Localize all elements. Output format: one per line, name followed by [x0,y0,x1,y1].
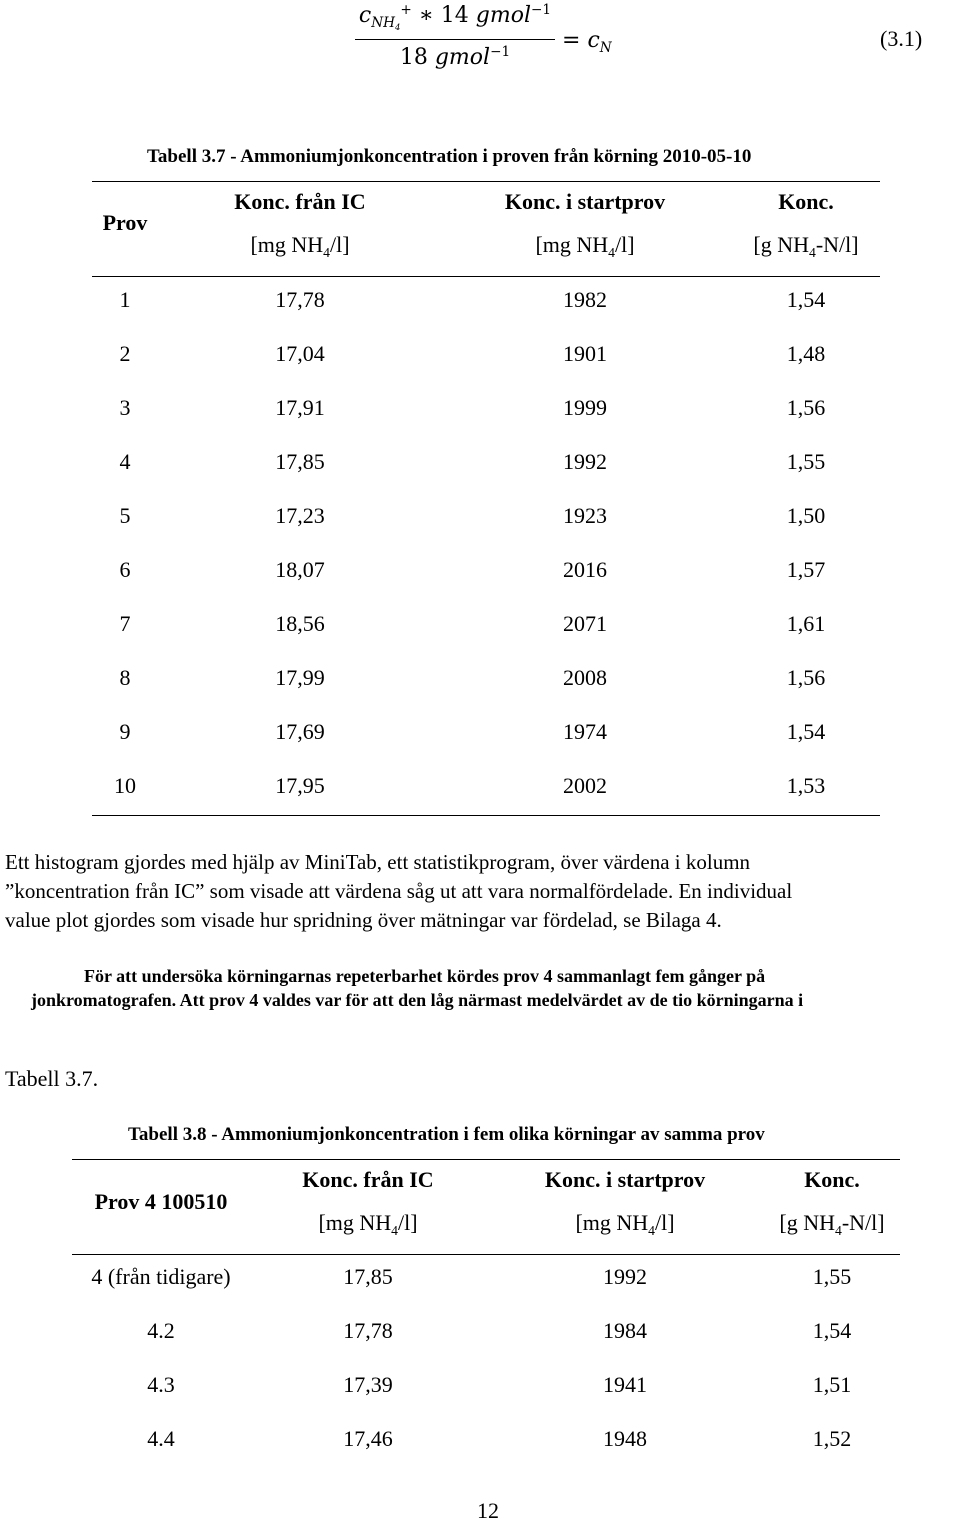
eq-rhs-c: c [587,28,600,53]
t2-header-col2-line2 [510,1212,740,1237]
t2-h3-unit-post: -N/l] [841,1210,885,1235]
eq-nh-subscript [371,15,400,31]
t1-cell-col4: 1,55 [786,449,826,474]
t2-h3-unit-sub: 4 [835,1222,842,1238]
t1-cell-col1: 3 [119,395,131,420]
paragraph-line: För att undersöka körningarnas repeterbarhet kördes prov 4 sammanlagt fem gånger på [84,966,766,986]
page-number: 12 [477,1498,499,1523]
t1-cell-col3: 2016 [563,557,607,582]
t2-h1-unit-post: /l] [397,1210,418,1235]
eq-num-unit: gmol [475,3,531,29]
t2-header-col2-line1: Konc. i startprov [544,1167,706,1192]
t1-header-prov: Prov [102,210,148,235]
t2-cell-col4: 1,51 [812,1372,852,1397]
t1-h1-unit-post: /l] [329,232,350,257]
t2-cell-col1: 4.2 [147,1318,175,1343]
equation-number: (3.1) [880,26,923,51]
t2-header-col3-line1: Konc. [804,1167,860,1192]
paragraph-histogram [5,848,957,935]
t2-h1-unit-sub: 4 [391,1222,398,1238]
t1-cell-col4: 1,61 [786,611,826,636]
t2-cell-col2: 17,78 [343,1318,393,1343]
t1-cell-col4: 1,56 [786,395,826,420]
t2-cell-col4: 1,52 [812,1426,852,1451]
t1-cell-col3: 1974 [563,719,607,744]
eq-den-unit: gmol [434,45,491,71]
t1-cell-col2: 17,85 [275,449,325,474]
table-3-7-top-rule [92,181,880,182]
t1-cell-col3: 2002 [563,773,607,798]
eq-nh-4: 4 [395,21,401,32]
paragraph-line: ”koncentration från IC” som visade att värdena såg ut att vara normalfördelade. En individual [5,879,793,903]
t2-cell-col1: 4.4 [147,1426,175,1451]
t2-h3-unit-pre: [g NH [779,1210,836,1235]
t1-cell-col3: 1901 [563,341,607,366]
t1-cell-col2: 17,69 [275,719,325,744]
table-3-8-header-rule [72,1254,900,1255]
eq-c-symbol: c [358,3,372,29]
t1-cell-col3: 1982 [563,287,607,312]
t2-cell-col1: 4.3 [147,1372,175,1397]
t2-header-col1-line2 [268,1212,468,1237]
fraction-bar [355,39,555,40]
t2-cell-col3: 1948 [603,1426,647,1451]
t2-cell-col3: 1984 [603,1318,647,1343]
t1-cell-col3: 2071 [563,611,607,636]
table-3-8-top-rule [72,1159,900,1160]
equation-numerator [355,2,555,32]
t1-cell-col4: 1,50 [786,503,826,528]
t2-cell-col3: 1992 [603,1264,647,1289]
eq-equals: = [562,28,588,53]
table-3-7-header-rule [92,276,880,277]
paragraph-repeatability [5,964,957,1012]
t2-cell-col4: 1,55 [812,1264,852,1289]
eq-den-exponent: −1 [490,44,511,60]
t2-h2-unit-post: /l] [654,1210,675,1235]
t1-cell-col2: 17,99 [275,665,325,690]
t1-header-col2-line1: Konc. i startprov [504,189,666,214]
t1-cell-col2: 17,95 [275,773,325,798]
t1-cell-col3: 1923 [563,503,607,528]
t1-cell-col2: 17,04 [275,341,325,366]
t1-h2-unit-pre: [mg NH [535,232,609,257]
table-3-7-bottom-rule [92,815,880,816]
t1-cell-col1: 6 [119,557,131,582]
t1-h1-unit-pre: [mg NH [250,232,324,257]
t2-cell-col4: 1,54 [812,1318,852,1343]
t1-cell-col3: 2008 [563,665,607,690]
t1-cell-col4: 1,57 [786,557,826,582]
t1-cell-col2: 18,56 [275,611,325,636]
t1-cell-col3: 1999 [563,395,607,420]
t2-header-col1-line1: Konc. från IC [302,1167,434,1192]
t1-cell-col2: 17,91 [275,395,325,420]
t1-cell-col4: 1,56 [786,665,826,690]
t1-cell-col1: 7 [119,611,131,636]
equation-rhs [562,28,612,56]
equation-3-1 [355,2,645,80]
t1-cell-col2: 17,23 [275,503,325,528]
t2-cell-col2: 17,46 [343,1426,393,1451]
t1-cell-col1: 1 [119,287,131,312]
eq-multiplier: ∗ 14 [411,3,476,29]
t1-cell-col4: 1,54 [786,287,826,312]
t1-cell-col3: 1992 [563,449,607,474]
t1-cell-col1: 10 [114,773,136,798]
t1-cell-col1: 2 [119,341,131,366]
t1-h3-unit-pre: [g NH [753,232,810,257]
table-3-7-caption: Tabell 3.7 - Ammoniumjonkoncentration i proven från körning 2010-05-10 [147,146,752,167]
t2-h2-unit-sub: 4 [648,1222,655,1238]
t1-cell-col2: 18,07 [275,557,325,582]
t2-header-prov: Prov 4 100510 [94,1189,228,1214]
paragraph-line: value plot gjordes som visade hur spridning över mätningar var fördelad, se Bilaga 4. [5,908,722,932]
t2-header-col3-line2 [732,1212,932,1237]
t1-h3-unit-post: -N/l] [815,232,859,257]
t1-header-col3-line1: Konc. [778,189,834,214]
t1-cell-col1: 9 [119,719,131,744]
t2-cell-col2: 17,85 [343,1264,393,1289]
t1-h2-unit-sub: 4 [608,244,615,260]
t2-h1-unit-pre: [mg NH [318,1210,392,1235]
t1-cell-col4: 1,48 [786,341,826,366]
t1-cell-col1: 4 [119,449,131,474]
t2-cell-col2: 17,39 [343,1372,393,1397]
t1-cell-col2: 17,78 [275,287,325,312]
eq-den-value: 18 [399,45,435,71]
t1-header-col1-line2 [200,234,400,259]
paragraph-line: Ett histogram gjordes med hjälp av MiniTab, ett statistikprogram, över värdena i kolumn [5,850,751,874]
equation-denominator [355,44,555,70]
eq-num-exponent: −1 [531,2,552,18]
t1-cell-col4: 1,53 [786,773,826,798]
t1-header-col2-line2 [470,234,700,259]
t2-cell-col3: 1941 [603,1372,647,1397]
t1-cell-col1: 5 [119,503,131,528]
t1-header-col1-line1: Konc. från IC [234,189,366,214]
t1-h1-unit-sub: 4 [323,244,330,260]
eq-plus-superscript: + [400,2,412,18]
t1-header-col3-line2 [706,234,906,259]
table-3-8-caption: Tabell 3.8 - Ammoniumjonkoncentration i fem olika körningar av samma prov [128,1124,765,1145]
eq-nh-text: NH [371,14,396,31]
t2-h2-unit-pre: [mg NH [575,1210,649,1235]
t1-cell-col1: 8 [119,665,131,690]
t1-h3-unit-sub: 4 [809,244,816,260]
paragraph-line: jonkromatografen. Att prov 4 valdes var för att den låg närmast medelvärdet av de tio körningarna i [31,990,804,1010]
t1-cell-col4: 1,54 [786,719,826,744]
t2-cell-col1: 4 (från tidigare) [91,1264,231,1289]
paragraph-tail: Tabell 3.7. [5,1066,99,1091]
t1-h2-unit-post: /l] [614,232,635,257]
eq-rhs-subscript: N [599,39,612,56]
